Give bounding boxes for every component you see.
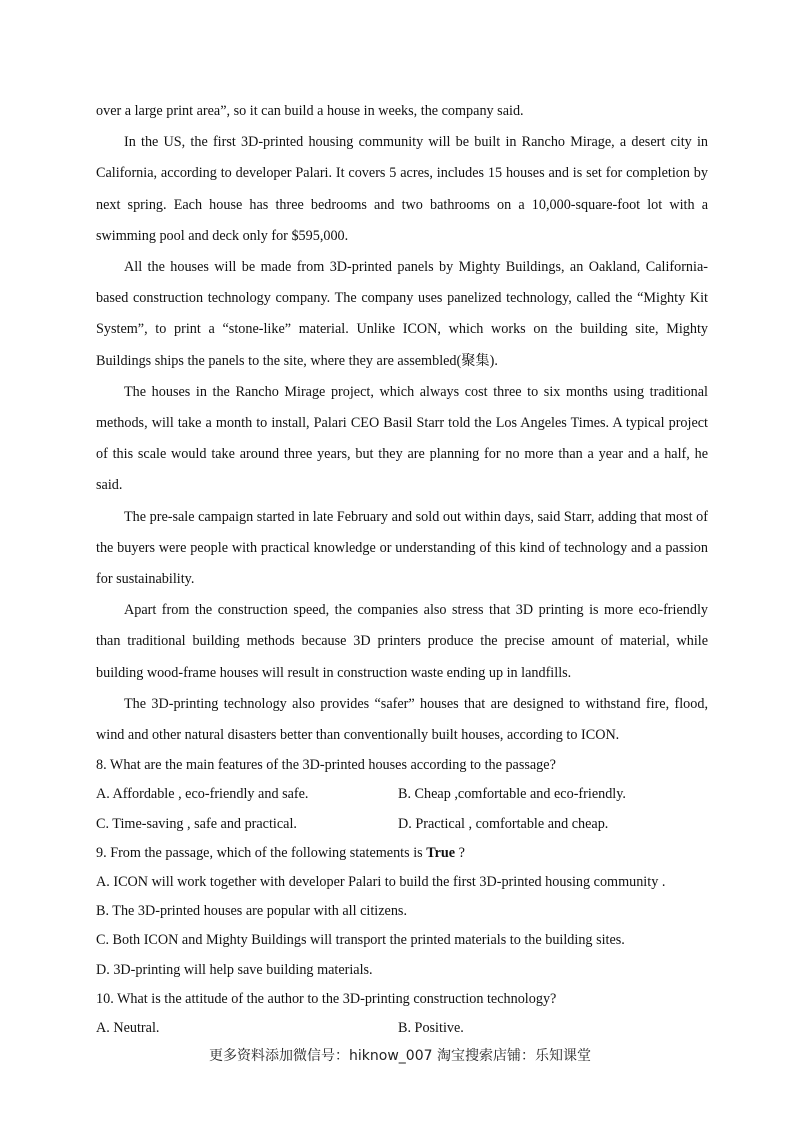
question-8-option-a: A. Affordable , eco-friendly and safe. [96, 786, 309, 803]
passage-paragraph-3: The houses in the Rancho Mirage project, which always cost three to six months using traditional methods, will take a month to install, Palari CEO Basil Starr told the Los Angeles Times. A typical project of this scale would take around three years, but they are planning for no more than a year and a half, he said. [96, 383, 708, 494]
question-8-option-d: D. Practical , comfortable and cheap. [398, 815, 609, 832]
question-9-option-b: B. The 3D-printed houses are popular with all citizens. [96, 903, 407, 920]
question-8-option-b: B. Cheap ,comfortable and eco-friendly. [398, 786, 626, 803]
passage-paragraph-6: The 3D-printing technology also provides “safer” houses that are designed to withstand fire, flood, wind and other natural disasters better than conventionally built houses, according to ICON. [96, 695, 708, 744]
passage-paragraph-0: over a large print area”, so it can build a house in weeks, the company said. [96, 103, 524, 119]
question-8-stem: 8. What are the main features of the 3D-printed houses according to the passage? [96, 757, 556, 774]
document-body [96, 96, 708, 1043]
passage-paragraph-2: All the houses will be made from 3D-printed panels by Mighty Buildings, an Oakland, California-based construction technology company. The company uses panelized technology, called the “Mighty Kit System”, to print a “stone-like” material. Unlike ICON, which works on the building site, Mighty Buildings ships the panels to the site, where they are assembled(聚集). [96, 259, 708, 369]
question-9-stem-pre: 9. From the passage, which of the following statements is [96, 844, 427, 861]
question-9-stem-emphasis: True [426, 844, 456, 861]
question-10-option-a: A. Neutral. [96, 1019, 160, 1036]
question-9 [96, 839, 708, 985]
question-9-stem-post: ? [455, 844, 465, 861]
passage-paragraph-1: In the US, the first 3D-printed housing community will be built in Rancho Mirage, a desert city in California, according to developer Palari. It covers 5 acres, includes 15 houses and is set for completion by next spring. Each house has three bedrooms and two bathrooms on a 10,000-square-foot lot with a swimming pool and deck only for $595,000. [96, 134, 708, 244]
question-10-option-b: B. Positive. [398, 1019, 464, 1036]
question-10-stem: 10. What is the attitude of the author to the 3D-printing construction technology? [96, 990, 557, 1007]
question-9-stem [96, 839, 708, 868]
question-8-options-row-1 [96, 780, 708, 809]
question-8-options-row-2 [96, 810, 708, 839]
question-9-option-c: C. Both ICON and Mighty Buildings will transport the printed materials to the building sites. [96, 932, 625, 949]
page-footer: 更多资料添加微信号：hiknow_007 淘宝搜索店铺：乐知课堂 [209, 1048, 591, 1064]
question-10 [96, 985, 708, 1043]
question-10-options-row-1 [96, 1014, 708, 1043]
passage-paragraph-4: The pre-sale campaign started in late February and sold out within days, said Starr, adding that most of the buyers were people with practical knowledge or understanding of this kind of technology and a passion for sustainability. [96, 508, 708, 588]
question-9-option-a: A. ICON will work together with developer Palari to build the first 3D-printed housing community . [96, 874, 666, 891]
passage-paragraph-5: Apart from the construction speed, the companies also stress that 3D printing is more eco-friendly than traditional building methods because 3D printers produce the precise amount of material, while building wood-frame houses will result in construction waste ending up in landfills. [96, 602, 708, 681]
question-9-option-d: D. 3D-printing will help save building materials. [96, 961, 373, 978]
question-8 [96, 751, 708, 839]
question-8-option-c: C. Time-saving , safe and practical. [96, 815, 297, 832]
